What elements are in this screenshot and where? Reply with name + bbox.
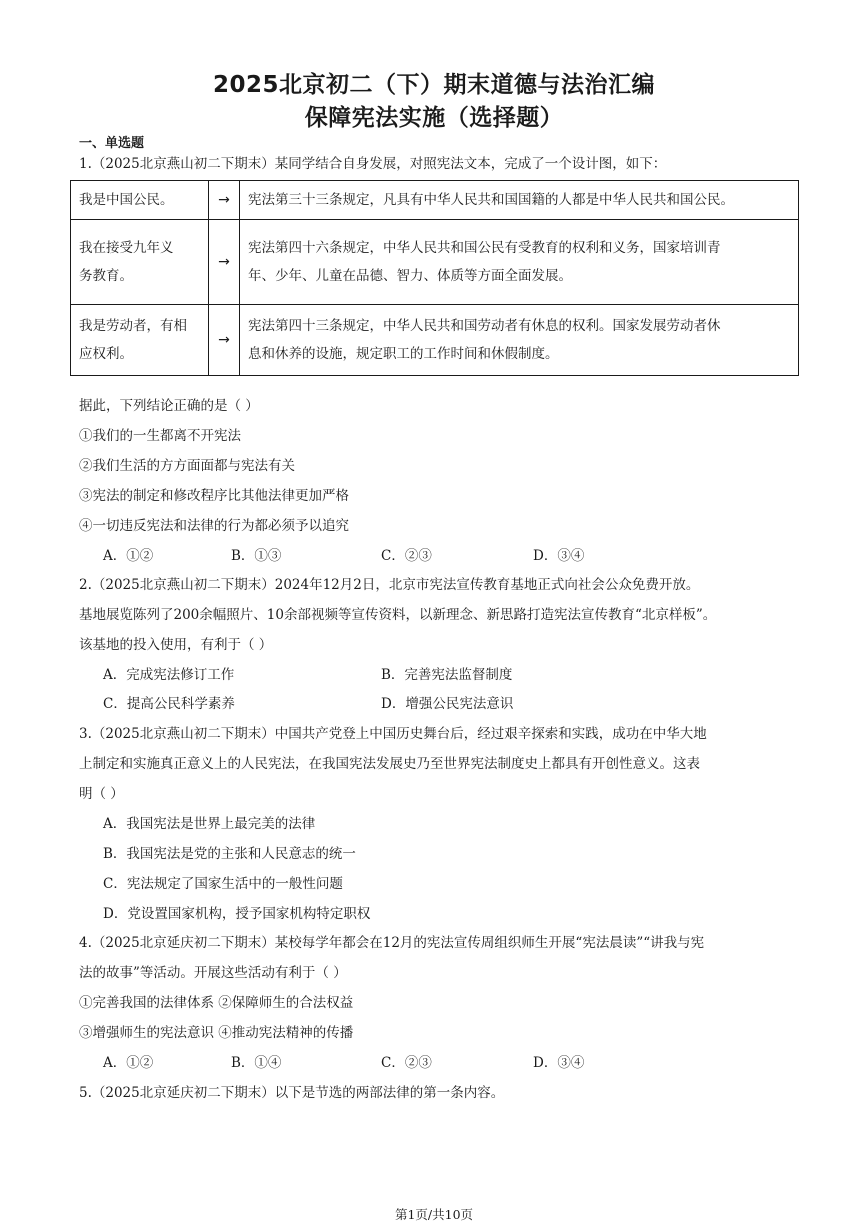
q1-option-a: A．①②	[103, 548, 154, 564]
q3-option-b: B．我国宪法是党的主张和人民意志的统一	[103, 846, 356, 862]
q3-option-a: A．我国宪法是世界上最完美的法律	[103, 816, 316, 832]
q1-stem: 1.（2025北京燕山初二下期末）某同学结合自身发展，对照宪法文本，完成了一个设计图，如下：	[79, 156, 667, 172]
q4-stem: 4.（2025北京延庆初二下期末）某校每学年都会在12月的宪法宣传周组织师生开展“宪法晨读”“讲我与宪	[79, 935, 705, 951]
q1-option-c: C．②③	[381, 548, 432, 564]
q3-option-c: C．宪法规定了国家生活中的一般性问题	[103, 876, 343, 892]
q4-item: ③增强师生的宪法意识 ④推动宪法精神的传播	[79, 1025, 354, 1041]
q4-item: ①完善我国的法律体系 ②保障师生的合法权益	[79, 995, 354, 1011]
q4-stem: 法的故事”等活动。开展这些活动有利于（ ）	[79, 965, 347, 981]
section-heading: 一、单选题	[79, 136, 145, 151]
q4-option-a: A．①②	[103, 1055, 154, 1071]
q5-stem: 5.（2025北京延庆初二下期末）以下是节选的两部法律的第一条内容。	[79, 1085, 505, 1101]
design-table	[70, 180, 799, 376]
q4-option-d: D．③④	[533, 1055, 585, 1071]
arrow-icon: →	[209, 181, 240, 220]
table-cell: 我是劳动者，有相 应权利。	[71, 305, 209, 376]
arrow-icon: →	[209, 305, 240, 376]
document-subtitle: 保障宪法实施（选择题）	[304, 105, 564, 131]
table-row	[71, 305, 799, 376]
q3-stem: 明（ ）	[79, 786, 124, 802]
q1-question: 据此，下列结论正确的是（ ）	[79, 398, 259, 414]
q2-option-a: A．完成宪法修订工作	[103, 667, 235, 683]
arrow-icon: →	[209, 220, 240, 305]
table-cell: 宪法第三十三条规定，凡具有中华人民共和国国籍的人都是中华人民共和国公民。	[240, 181, 799, 220]
table-cell: 我在接受九年义 务教育。	[71, 220, 209, 305]
table-cell: 宪法第四十三条规定，中华人民共和国劳动者有休息的权利。国家发展劳动者休 息和休养的设施，规定职工的工作时间和休假制度。	[240, 305, 799, 376]
q1-item: ②我们生活的方方面面都与宪法有关	[79, 458, 295, 474]
q2-stem: 基地展览陈列了200余幅照片、10余部视频等宣传资料，以新理念、新思路打造宪法宣传教育“北京样板”。	[79, 607, 717, 623]
q3-option-d: D．党设置国家机构，授予国家机构特定职权	[103, 906, 371, 922]
document-title: 2025北京初二（下）期末道德与法治汇编	[212, 72, 655, 98]
q1-item: ④一切违反宪法和法律的行为都必须予以追究	[79, 518, 349, 534]
table-row	[71, 220, 799, 305]
q4-option-b: B．①④	[231, 1055, 282, 1071]
table-cell: 宪法第四十六条规定，中华人民共和国公民有受教育的权利和义务，国家培训青 年、少年、儿童在品德、智力、体质等方面全面发展。	[240, 220, 799, 305]
table-row	[71, 181, 799, 220]
q1-item: ③宪法的制定和修改程序比其他法律更加严格	[79, 488, 349, 504]
q2-option-d: D．增强公民宪法意识	[381, 696, 514, 712]
q1-option-b: B．①③	[231, 548, 282, 564]
q2-option-b: B．完善宪法监督制度	[381, 667, 513, 683]
q1-option-d: D．③④	[533, 548, 585, 564]
q1-item: ①我们的一生都离不开宪法	[79, 428, 241, 444]
table-cell: 我是中国公民。	[71, 181, 209, 220]
q2-option-c: C．提高公民科学素养	[103, 696, 235, 712]
q2-stem: 2.（2025北京燕山初二下期末）2024年12月2日，北京市宪法宣传教育基地正式向社会公众免费开放。	[79, 577, 700, 593]
q4-option-c: C．②③	[381, 1055, 432, 1071]
q3-stem: 上制定和实施真正意义上的人民宪法，在我国宪法发展史乃至世界宪法制度史上都具有开创性意义。这表	[79, 756, 700, 772]
page-number: 第1页/共10页	[394, 1207, 474, 1222]
q3-stem: 3.（2025北京燕山初二下期末）中国共产党登上中国历史舞台后，经过艰辛探索和实践，成功在中华大地	[79, 726, 707, 742]
q2-stem: 该基地的投入使用，有利于（ ）	[79, 637, 273, 653]
